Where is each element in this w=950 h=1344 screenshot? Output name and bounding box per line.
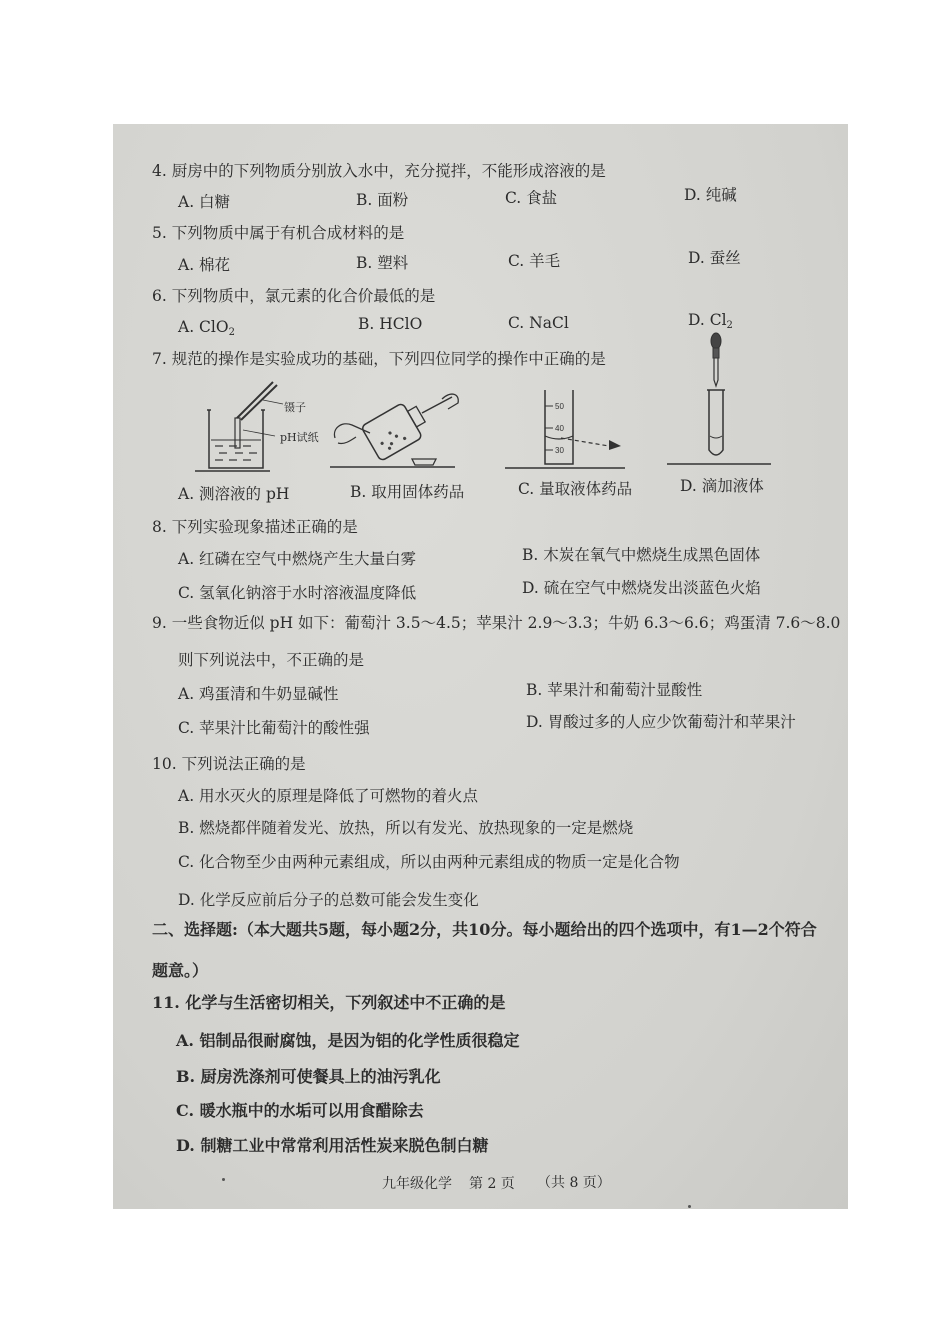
- q9-option-c: C. 苹果汁比葡萄汁的酸性强: [178, 719, 370, 737]
- cylinder-tick-50: 50: [555, 402, 564, 411]
- q10-option-a: A. 用水灭火的原理是降低了可燃物的着火点: [178, 787, 479, 805]
- figure-c-cylinder: [505, 388, 635, 473]
- section-2-heading: 二、选择题:（本大题共5题，每小题2分，共10分。每小题给出的四个选项中，有1—2个符合: [152, 920, 817, 939]
- q11-option-d: D. 制糖工业中常常利用活性炭来脱色制白糖: [176, 1136, 489, 1155]
- q11-option-c: C. 暖水瓶中的水垢可以用食醋除去: [176, 1101, 424, 1120]
- q6-option-d-sub: 2: [726, 320, 733, 331]
- q6-option-c: [508, 313, 569, 333]
- q9-option-b: B. 苹果汁和葡萄汁显酸性: [526, 681, 703, 699]
- q9-option-d: D. 胃酸过多的人应少饮葡萄汁和苹果汁: [526, 713, 796, 731]
- q7-option-b: B. 取用固体药品: [350, 483, 465, 501]
- q11-option-b: B. 厨房洗涤剂可使餐具上的油污乳化: [176, 1067, 441, 1086]
- q6-option-d-text: D. Cl: [688, 311, 727, 329]
- q6-stem: 6. 下列物质中，氯元素的化合价最低的是: [152, 287, 436, 305]
- q7-option-d: D. 滴加液体: [680, 477, 764, 495]
- q6-option-a-sub: 2: [228, 327, 235, 338]
- scan-speck: [688, 1205, 691, 1208]
- cylinder-tick-40: 40: [555, 424, 564, 433]
- q11-option-a: A. 铝制品很耐腐蚀，是因为铝的化学性质很稳定: [176, 1031, 520, 1050]
- q4-stem: 4. 厨房中的下列物质分别放入水中，充分搅拌，不能形成溶液的是: [152, 162, 606, 180]
- q7-stem: 7. 规范的操作是实验成功的基础，下列四位同学的操作中正确的是: [152, 350, 606, 368]
- q6-option-a: [178, 317, 235, 343]
- q11-stem: 11. 化学与生活密切相关，下列叙述中不正确的是: [152, 993, 506, 1012]
- label-ph-paper: pH试纸: [280, 431, 319, 444]
- q6-option-c-text: C. NaCl: [508, 314, 569, 332]
- q4-option-c: C. 食盐: [505, 189, 558, 207]
- q10-option-c: C. 化合物至少由两种元素组成，所以由两种元素组成的物质一定是化合物: [178, 853, 680, 871]
- q8-option-a: A. 红磷在空气中燃烧产生大量白雾: [178, 550, 417, 568]
- scan-speck: [222, 1178, 225, 1181]
- q9-stem-2: 则下列说法中，不正确的是: [178, 651, 365, 669]
- q8-option-c: C. 氢氧化钠溶于水时溶液温度降低: [178, 584, 417, 602]
- footer-page: 第 2 页: [469, 1176, 515, 1192]
- q9-stem: 9. 一些食物近似 pH 如下：葡萄汁 3.5～4.5；苹果汁 2.9～3.3；牛奶 6.3～6.6；鸡蛋清 7.6～8.0: [152, 614, 841, 632]
- q6-option-b-text: B. HClO: [358, 315, 423, 333]
- q10-option-b: B. 燃烧都伴随着发光、放热，所以有发光、放热现象的一定是燃烧: [178, 819, 634, 837]
- q10-option-d: D. 化学反应前后分子的总数可能会发生变化: [178, 891, 479, 909]
- q6-option-a-text: A. ClO: [178, 318, 229, 336]
- q8-stem: 8. 下列实验现象描述正确的是: [152, 518, 358, 536]
- footer-subject: 九年级化学: [382, 1176, 452, 1192]
- q4-option-a: A. 白糖: [178, 193, 231, 211]
- q10-stem: 10. 下列说法正确的是: [152, 755, 306, 773]
- q5-option-d: D. 蚕丝: [688, 249, 741, 267]
- figure-b-solid-sampling: [330, 383, 465, 471]
- q6-option-b: [358, 314, 422, 334]
- q4-option-d: D. 纯碱: [684, 186, 737, 204]
- footer-total: （共 8 页）: [537, 1175, 611, 1191]
- q5-stem: 5. 下列物质中属于有机合成材料的是: [152, 224, 405, 242]
- section-2-heading-cont: 题意。）: [152, 961, 209, 980]
- q7-option-c: C. 量取液体药品: [518, 480, 633, 498]
- q8-option-b: B. 木炭在氧气中燃烧生成黑色固体: [522, 546, 761, 564]
- cylinder-tick-30: 30: [555, 446, 564, 455]
- q5-option-b: B. 塑料: [356, 254, 409, 272]
- figure-d-dropper: [665, 332, 775, 472]
- q5-option-c: C. 羊毛: [508, 252, 561, 270]
- q7-option-a: A. 测溶液的 pH: [178, 485, 290, 503]
- q8-option-d: D. 硫在空气中燃烧发出淡蓝色火焰: [522, 579, 761, 597]
- q9-option-a: A. 鸡蛋清和牛奶显碱性: [178, 685, 339, 703]
- label-tweezers: 镊子: [284, 401, 306, 414]
- q5-option-a: A. 棉花: [178, 256, 231, 274]
- q4-option-b: B. 面粉: [356, 191, 409, 209]
